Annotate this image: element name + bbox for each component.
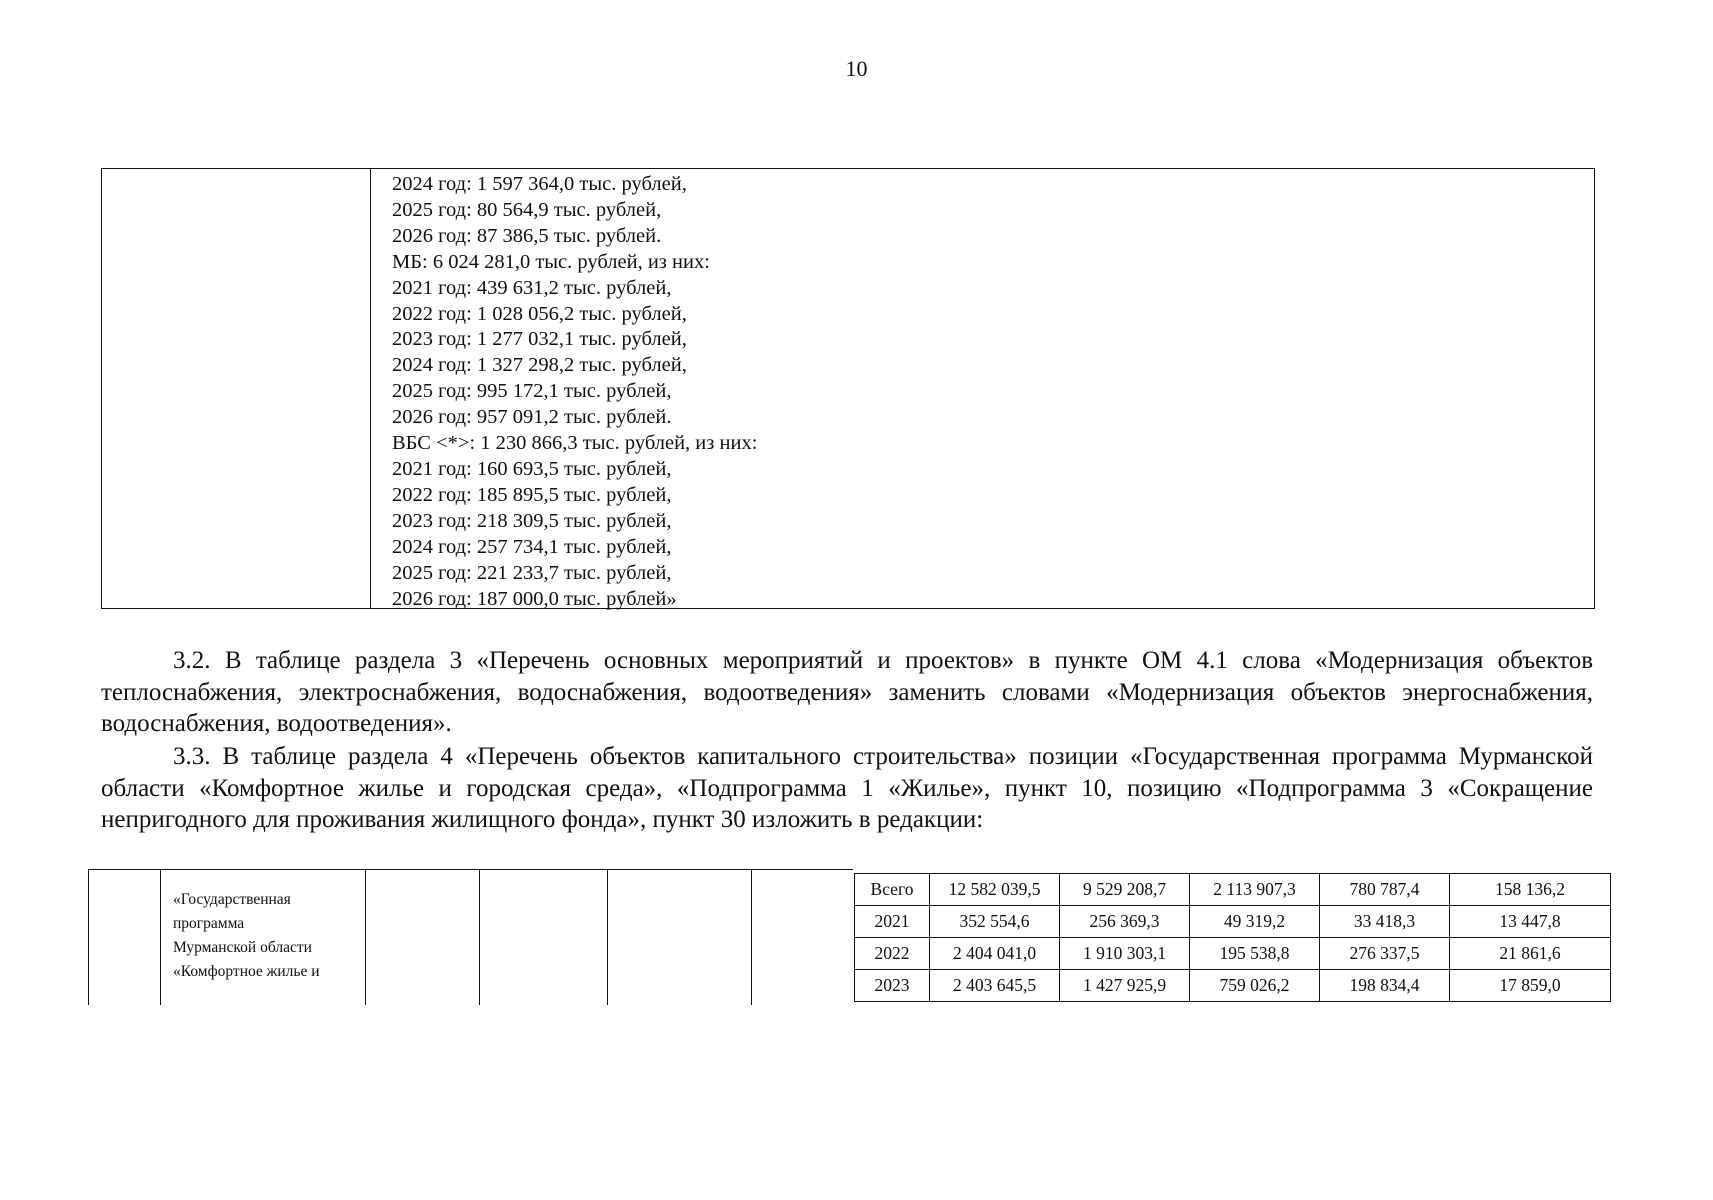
financing-line: 2025 год: 80 564,9 тыс. рублей,	[392, 198, 662, 221]
table-row	[855, 906, 1611, 938]
value-cell: 17 859,0	[1450, 970, 1611, 1002]
table-row	[855, 938, 1611, 970]
year-cell: 2022	[855, 938, 930, 970]
value-cell: 195 538,8	[1190, 938, 1320, 970]
program-name-line: программа	[173, 915, 245, 932]
value-cell: 256 369,3	[1060, 906, 1190, 938]
value-cell: 9 529 208,7	[1060, 874, 1190, 906]
financing-table	[101, 168, 1595, 609]
financing-line: 2025 год: 995 172,1 тыс. рублей,	[392, 380, 672, 403]
value-cell: 2 113 907,3	[1190, 874, 1320, 906]
financing-line: 2025 год: 221 233,7 тыс. рублей,	[392, 561, 672, 584]
value-cell: 2 404 041,0	[930, 938, 1060, 970]
financing-line: 2021 год: 160 693,5 тыс. рублей,	[392, 457, 672, 480]
paragraph-3-3: 3.3. В таблице раздела 4 «Перечень объектов капитального строительства» позиции «Государственная программа Мурманской области «Комфортное жилье и городская среда», «Подпрограмма 1 «Жилье», пункт 10, позицию «Подпрограмма 3 «Сокращение непригодного для проживания жилищного фонда», пункт 30 изложить в редакции:	[101, 743, 1593, 833]
financing-line: МБ: 6 024 281,0 тыс. рублей, из них:	[392, 250, 710, 273]
financing-line: 2024 год: 1 327 298,2 тыс. рублей,	[392, 354, 687, 377]
value-cell: 198 834,4	[1320, 970, 1450, 1002]
financing-line: 2023 год: 218 309,5 тыс. рублей,	[392, 509, 672, 532]
financing-line: 2026 год: 187 000,0 тыс. рублей»	[392, 587, 677, 610]
financing-line: 2022 год: 1 028 056,2 тыс. рублей,	[392, 302, 687, 325]
page-number: 10	[845, 56, 868, 81]
financing-values-cell	[371, 169, 1594, 608]
financing-line: 2023 год: 1 277 032,1 тыс. рублей,	[392, 328, 687, 351]
financing-line: 2026 год: 87 386,5 тыс. рублей.	[392, 224, 662, 247]
paragraph-3-2: 3.2. В таблице раздела 3 «Перечень основных мероприятий и проектов» в пункте ОМ 4.1 слова «Модернизация объектов теплоснабжения, электроснабжения, водоснабжения, водоотведения» заменить словами «Модернизация объектов энергоснабжения, водоснабжения, водоотведения».	[101, 647, 1593, 737]
year-cell: 2023	[855, 970, 930, 1002]
column-divider	[751, 869, 752, 1005]
financing-line: 2024 год: 1 597 364,0 тыс. рублей,	[392, 173, 687, 195]
column-divider	[88, 869, 89, 1005]
program-name-cell	[173, 888, 363, 984]
funding-table	[854, 873, 1611, 1002]
column-divider	[607, 869, 608, 1005]
table-row	[855, 874, 1611, 906]
value-cell: 158 136,2	[1450, 874, 1611, 906]
column-divider	[479, 869, 480, 1005]
value-cell: 780 787,4	[1320, 874, 1450, 906]
value-cell: 13 447,8	[1450, 906, 1611, 938]
column-divider	[365, 869, 366, 1005]
value-cell: 2 403 645,5	[930, 970, 1060, 1002]
value-cell: 49 319,2	[1190, 906, 1320, 938]
financing-line: ВБС <*>: 1 230 866,3 тыс. рублей, из них:	[392, 432, 758, 455]
financing-line: 2022 год: 185 895,5 тыс. рублей,	[392, 483, 672, 506]
table-row	[855, 970, 1611, 1002]
value-cell: 1 910 303,1	[1060, 938, 1190, 970]
program-name-line: «Государственная	[173, 891, 291, 908]
financing-label-cell	[102, 169, 371, 608]
value-cell: 33 418,3	[1320, 906, 1450, 938]
financing-line: 2024 год: 257 734,1 тыс. рублей,	[392, 535, 672, 558]
financing-line: 2021 год: 439 631,2 тыс. рублей,	[392, 276, 672, 299]
objects-table-left	[88, 869, 853, 1005]
program-name-line: «Комфортное жилье и	[173, 963, 320, 980]
value-cell: 21 861,6	[1450, 938, 1611, 970]
value-cell: 1 427 925,9	[1060, 970, 1190, 1002]
value-cell: 12 582 039,5	[930, 874, 1060, 906]
financing-line: 2026 год: 957 091,2 тыс. рублей.	[392, 406, 672, 429]
year-cell: 2021	[855, 906, 930, 938]
table-top-border	[88, 869, 853, 870]
value-cell: 352 554,6	[930, 906, 1060, 938]
value-cell: 759 026,2	[1190, 970, 1320, 1002]
program-name-line: Мурманской области	[173, 939, 312, 956]
column-divider	[160, 869, 161, 1005]
value-cell: 276 337,5	[1320, 938, 1450, 970]
year-cell: Всего	[855, 874, 930, 906]
